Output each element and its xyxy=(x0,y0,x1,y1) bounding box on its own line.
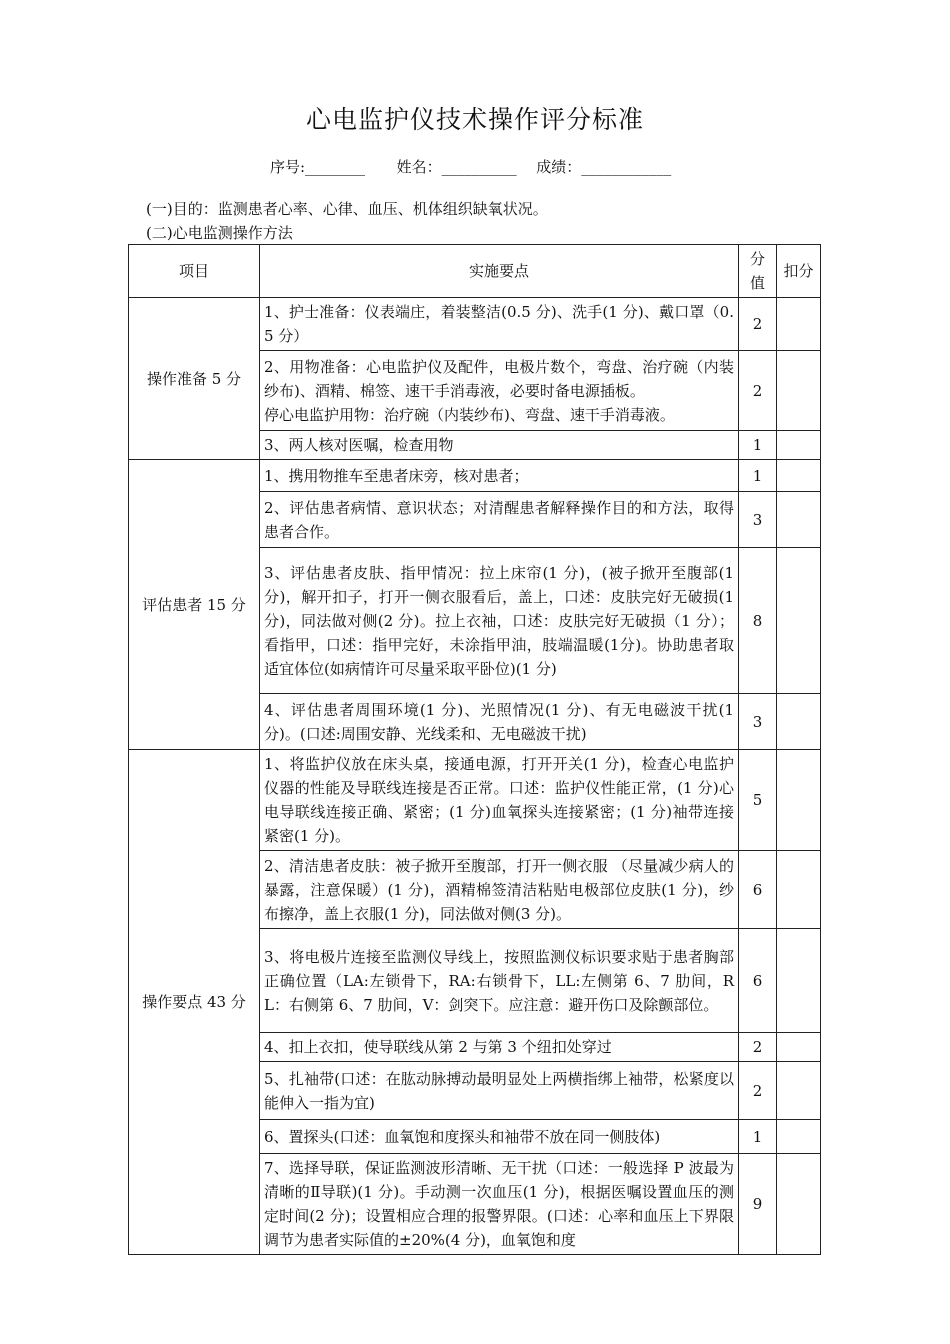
item-points: 2 xyxy=(739,1033,777,1062)
page-title: 心电监护仪技术操作评分标准 xyxy=(305,105,644,134)
deduct-cell xyxy=(777,492,821,548)
item-points: 1 xyxy=(739,431,777,460)
deduct-cell xyxy=(777,460,821,492)
name-field: 姓名：__________ xyxy=(396,158,517,176)
header-deduct: 扣分 xyxy=(777,245,821,298)
header-score: 分值 xyxy=(739,245,777,298)
item-points: 2 xyxy=(739,351,777,431)
header-item: 项目 xyxy=(129,245,260,298)
item-text-line: 停心电监护用物：治疗碗（内装纱布)、弯盘、速干手消毒液。 xyxy=(264,405,675,424)
item-points: 2 xyxy=(739,1062,777,1120)
item-points: 1 xyxy=(739,1120,777,1154)
deduct-cell xyxy=(777,351,821,431)
item-points: 9 xyxy=(739,1154,777,1255)
deduct-cell xyxy=(777,1033,821,1062)
scoring-table xyxy=(128,244,821,1255)
serial-field: 序号:________ xyxy=(270,158,366,176)
item-points: 6 xyxy=(739,929,777,1033)
item-text: 1、将监护仪放在床头桌，接通电源，打开开关(1 分)，检查心电监护仪器的性能及导联线连接是否正常。口述：监护仪性能正常，(1 分)心电导联线连接正确、紧密；(1 分)血氧探头连接紧密；(1 分)袖带连接紧密(1 分)。 xyxy=(260,750,739,851)
category-cell: 操作要点 43 分 xyxy=(129,750,260,1255)
item-text: 3、评估患者皮肤、指甲情况：拉上床帘(1 分)，(被子掀开至腹部(1 分)，解开扣子，打开一侧衣服看后，盖上，口述：皮肤完好无破损(1 分)，同法做对侧(2 分)。拉上衣袖，口述：皮肤完好无破损（1 分）；看指甲，口述：指甲完好，未涂指甲油，肢端温暖(1分)。协助患者取适宜体位(如病情许可尽量采取平卧位)(1 分) xyxy=(260,548,739,694)
item-text: 3、两人核对医嘱，检查用物 xyxy=(260,431,739,460)
deduct-cell xyxy=(777,431,821,460)
category-cell: 评估患者 15 分 xyxy=(129,460,260,750)
deduct-cell xyxy=(777,298,821,351)
header-points: 实施要点 xyxy=(260,245,739,298)
deduct-cell xyxy=(777,1120,821,1154)
deduct-cell xyxy=(777,1062,821,1120)
item-text: 4、评估患者周围环境(1 分)、光照情况(1 分)、有无电磁波干扰(1 分)。(口述:周围安静、光线柔和、无电磁波干扰) xyxy=(260,694,739,750)
item-points: 6 xyxy=(739,851,777,929)
item-text: 6、置探头(口述：血氧饱和度探头和袖带不放在同一侧肢体) xyxy=(260,1120,739,1154)
deduct-cell xyxy=(777,851,821,929)
form-header xyxy=(270,156,671,177)
item-text: 1、护士准备：仪表端庄，着装整洁(0.5 分)、洗手(1 分)、戴口罩（0.5 分） xyxy=(260,298,739,351)
deduct-cell xyxy=(777,694,821,750)
item-points: 3 xyxy=(739,492,777,548)
deduct-cell xyxy=(777,750,821,851)
item-text: 3、将电极片连接至监测仪导线上，按照监测仪标识要求贴于患者胸部正确位置（LA:左锁骨下，RA:右锁骨下，LL:左侧第 6、7 肋间，RL：右侧第 6、7 肋间，V：剑突下。应注意：避开伤口及除颤部位。 xyxy=(260,929,739,1033)
item-points: 1 xyxy=(739,460,777,492)
table-header-row xyxy=(129,245,821,298)
item-text-line: 2、用物准备：心电监护仪及配件，电极片数个，弯盘、治疗碗（内装纱布)、酒精、棉签、速干手消毒液，必要时备电源插板。 xyxy=(264,357,734,400)
purpose-text: (一)目的：监测患者心率、心律、血压、机体组织缺氧状况。 xyxy=(146,200,548,218)
score-field: 成绩：____________ xyxy=(536,158,672,176)
deduct-cell xyxy=(777,1154,821,1255)
item-text: 1、携用物推车至患者床旁，核对患者； xyxy=(260,460,739,492)
method-heading: (二)心电监测操作方法 xyxy=(146,224,293,242)
item-points: 5 xyxy=(739,750,777,851)
item-points: 2 xyxy=(739,298,777,351)
deduct-cell xyxy=(777,548,821,694)
item-points: 8 xyxy=(739,548,777,694)
item-text: 4、扣上衣扣，使导联线从第 2 与第 3 个纽扣处穿过 xyxy=(260,1033,739,1062)
item-text: 5、扎袖带(口述：在肱动脉搏动最明显处上两横指绑上袖带，松紧度以能伸入一指为宜) xyxy=(260,1062,739,1120)
item-text: 2、清洁患者皮肤：被子掀开至腹部，打开一侧衣服 （尽量减少病人的暴露，注意保暖）(1 分)，酒精棉签清洁粘贴电极部位皮肤(1 分)，纱布擦净，盖上衣服(1 分)，同法做对侧(3 分)。 xyxy=(260,851,739,929)
item-text xyxy=(260,351,739,431)
category-cell: 操作准备 5 分 xyxy=(129,298,260,460)
table-row xyxy=(129,460,821,492)
table-row xyxy=(129,750,821,851)
deduct-cell xyxy=(777,929,821,1033)
table-row xyxy=(129,298,821,351)
item-text: 7、选择导联，保证监测波形清晰、无干扰（口述：一般选择 P 波最为清晰的Ⅱ导联)(1 分)。手动测一次血压(1 分)，根据医嘱设置血压的测定时间(2 分)；设置相应合理的报警界限。(口述：心率和血压上下界限调节为患者实际值的±20%(4 分)，血氧饱和度 xyxy=(260,1154,739,1255)
item-points: 3 xyxy=(739,694,777,750)
item-text: 2、评估患者病情、意识状态；对清醒患者解释操作目的和方法，取得患者合作。 xyxy=(260,492,739,548)
